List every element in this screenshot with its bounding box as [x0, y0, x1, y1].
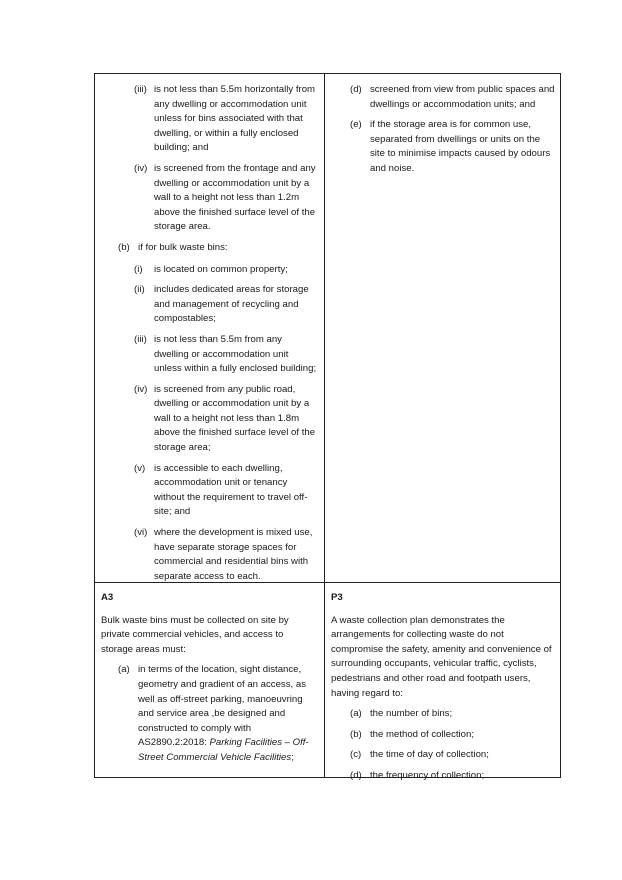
item-text: is screened from the frontage and any dwelling or accommodation unit by a wall to a height not less than 1.2m above the finished surface level of the storage area. — [154, 162, 316, 233]
list-item-b — [118, 241, 318, 256]
item-marker: (v) — [134, 462, 146, 474]
list-item — [134, 83, 318, 156]
item-marker: (iii) — [134, 333, 147, 345]
list-item — [134, 162, 318, 235]
item-marker: (a) — [118, 664, 130, 676]
p3-intro: A waste collection plan demonstrates the arrangements for collecting waste do not compromise the safety, amenity and convenience of surrounding occupants, vehicular traffic, cyclists, pedestrians and other road and footpath users, having regard to: — [331, 614, 552, 699]
list-item — [350, 728, 555, 743]
item-text: is screened from any public road, dwelling or accommodation unit by a wall to a height not less than 1.8m above the finished surface level of the storage area; — [154, 383, 316, 454]
list-item — [350, 118, 555, 176]
item-text — [138, 663, 318, 765]
item-text: the number of bins; — [370, 708, 453, 720]
item-marker: (a) — [350, 708, 362, 720]
item-text-tail: ; — [291, 751, 294, 763]
item-text: the frequency of collection; — [370, 769, 485, 781]
item-marker: (e) — [350, 119, 362, 131]
item-text: is not less than 5.5m from any dwelling or accommodation unit unless within a fully enclosed building; — [154, 333, 317, 375]
item-text: the time of day of collection; — [370, 749, 489, 761]
section-heading-p3: P3 — [331, 592, 343, 603]
item-marker: (iv) — [134, 383, 148, 395]
item-text: where the development is mixed use, have separate storage spaces for commercial and residential bins with separate access to each. — [154, 527, 313, 582]
cell-p3 — [325, 583, 561, 779]
item-marker: (iii) — [134, 84, 147, 95]
list-item — [134, 263, 318, 278]
item-text: if for bulk waste bins: — [138, 241, 228, 253]
standard-title: Parking Facilities – Off-Street Commercial Vehicle Facilities — [138, 737, 309, 763]
list-item — [134, 283, 318, 327]
item-marker: (c) — [350, 749, 362, 761]
list-item — [350, 769, 555, 784]
item-text: if the storage area is for common use, separated from dwellings or units on the site to minimise impacts caused by odours and noise. — [370, 119, 551, 174]
list-item — [350, 83, 555, 112]
item-marker: (d) — [350, 769, 362, 781]
requirements-table — [94, 73, 561, 781]
item-text: screened from view from public spaces and dwellings or accommodation units; and — [370, 84, 555, 110]
item-marker: (vi) — [134, 527, 148, 539]
list-item — [350, 748, 555, 763]
item-marker: (b) — [118, 241, 130, 253]
item-text: is located on common property; — [154, 263, 288, 275]
item-text-main: in terms of the location, sight distance, geometry and gradient of an access, as well as off-street parking, manoeuvring and service area ,be designed and constructed to comply with AS2890.2:2018: — [138, 664, 306, 749]
list-item — [134, 383, 318, 456]
list-item — [118, 663, 318, 765]
item-marker: (b) — [350, 728, 362, 740]
item-text: is accessible to each dwelling, accommodation unit or tenancy without the requirement to travel off-site; and — [154, 462, 308, 518]
list-item — [134, 333, 318, 377]
item-text: the method of collection; — [370, 728, 474, 740]
a3-intro: Bulk waste bins must be collected on site by private commercial vehicles, and access to storage areas must: — [101, 614, 289, 655]
item-text: includes dedicated areas for storage and management of recycling and compostables; — [154, 284, 309, 325]
item-marker: (d) — [350, 84, 362, 95]
item-marker: (ii) — [134, 284, 145, 296]
cell-top-right — [325, 74, 561, 582]
item-text: is not less than 5.5m horizontally from any dwelling or accommodation unit unless for bins associated with that dwelling, or within a fully enclosed building; and — [154, 84, 316, 154]
cell-a3 — [95, 583, 324, 779]
cell-top-left — [95, 74, 324, 582]
item-marker: (iv) — [134, 162, 148, 174]
list-item — [350, 707, 555, 722]
item-marker: (i) — [134, 263, 143, 275]
list-item — [134, 526, 318, 584]
section-heading-a3: A3 — [101, 592, 114, 603]
list-item — [134, 462, 318, 520]
